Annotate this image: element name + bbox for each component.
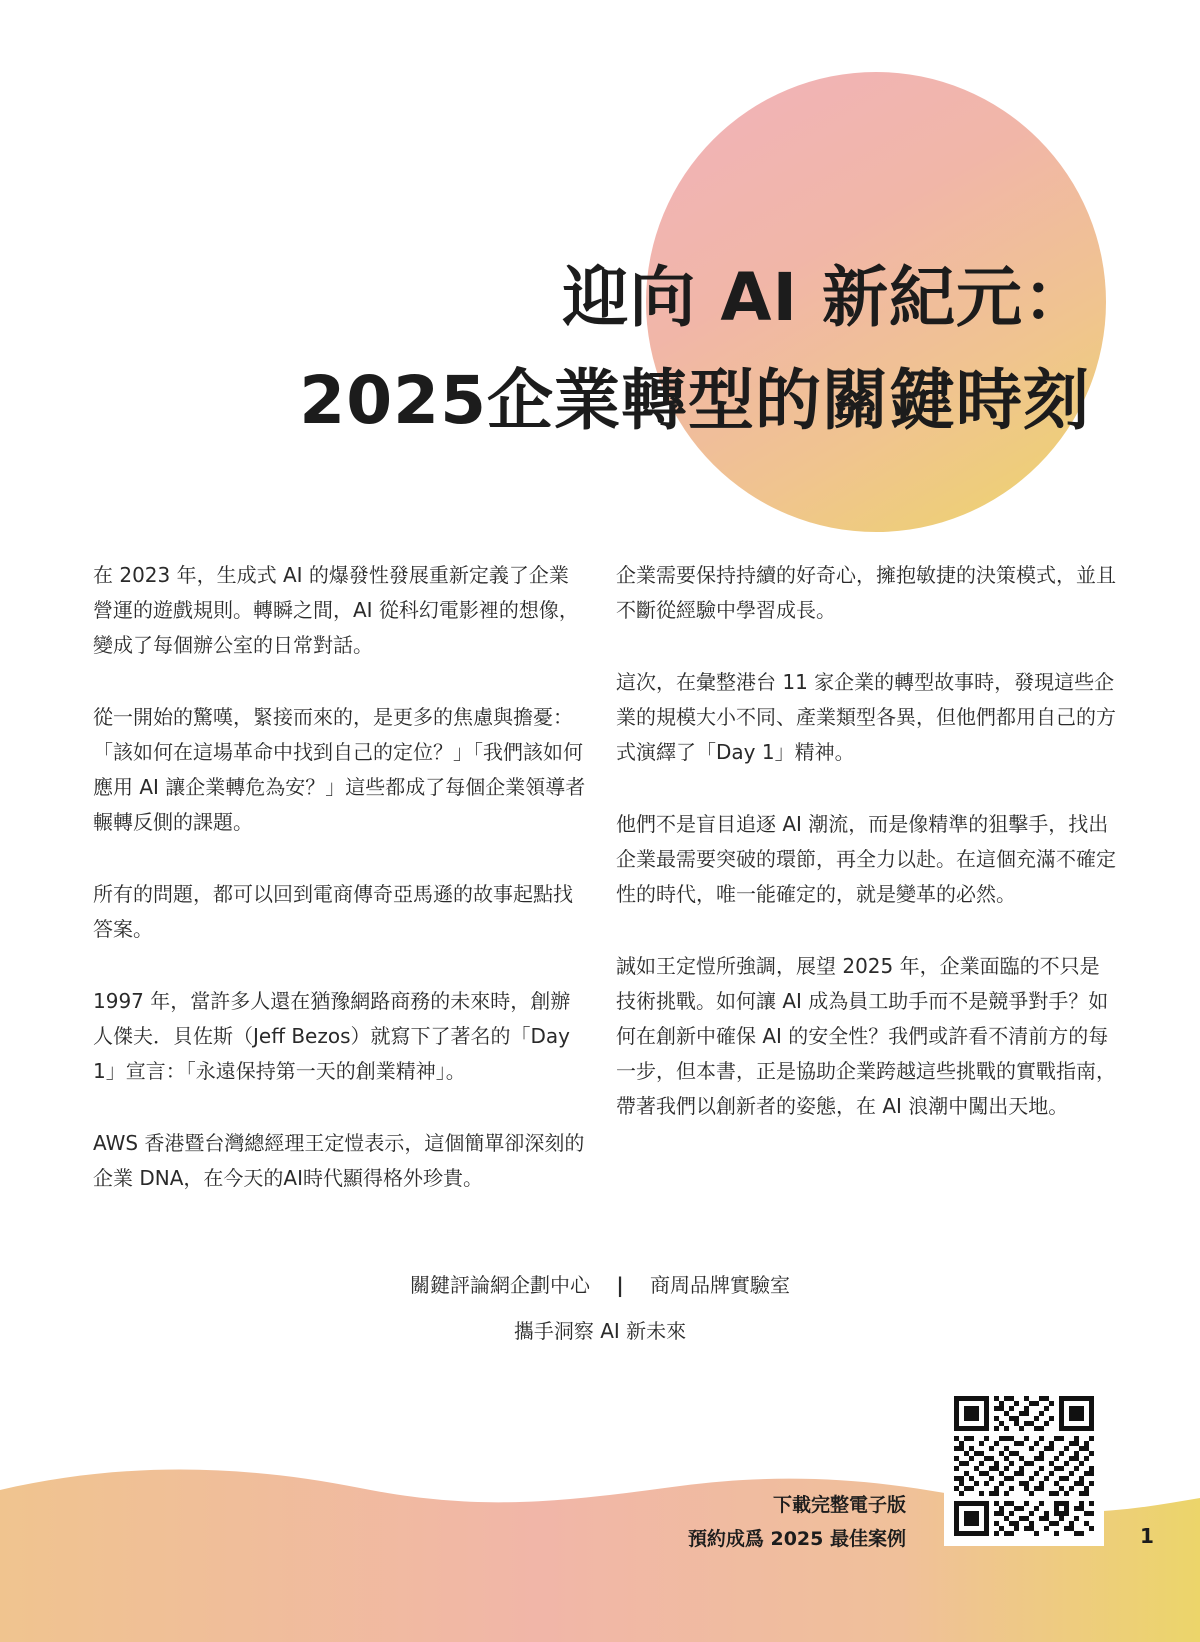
credits-block <box>0 1262 1200 1354</box>
download-callout <box>688 1488 906 1556</box>
download-line-1: 下載完整電子版 <box>772 1494 906 1516</box>
paragraph: 從一開始的驚嘆，緊接而來的，是更多的焦慮與擔憂：「該如何在這場革命中找到自己的定位？」「我們該如何應用 AI 讓企業轉危為安？」這些都成了每個企業領導者輾轉反側的課題。 <box>93 705 586 834</box>
paragraph: 企業需要保持持續的好奇心，擁抱敏捷的決策模式，並且不斷從經驗中學習成長。 <box>616 563 1116 622</box>
paragraph: AWS 香港暨台灣總經理王定愷表示，這個簡單卻深刻的企業 DNA，在今天的AI時代顯得格外珍貴。 <box>93 1131 585 1190</box>
credit-org-2: 商周品牌實驗室 <box>650 1273 791 1297</box>
page-title <box>299 250 1090 456</box>
paragraph: 所有的問題，都可以回到電商傳奇亞馬遜的故事起點找答案。 <box>93 882 573 941</box>
paragraph: 他們不是盲目追逐 AI 潮流，而是像精準的狙擊手，找出企業最需要突破的環節，再全力以赴。在這個充滿不確定性的時代，唯一能確定的，就是變革的必然。 <box>616 812 1116 906</box>
qr-code[interactable] <box>944 1386 1104 1546</box>
right-text-column <box>616 558 1116 1161</box>
download-line-2: 預約成爲 2025 最佳案例 <box>687 1528 906 1550</box>
credits-tagline: 攜手洞察 AI 新未來 <box>513 1319 687 1343</box>
credits-orgs <box>0 1262 1200 1308</box>
paragraph: 1997 年，當許多人還在猶豫網路商務的未來時，創辦人傑夫．貝佐斯（Jeff Bezos）就寫下了著名的「Day 1」宣言：「永遠保持第一天的創業精神」。 <box>93 989 571 1083</box>
paragraph: 誠如王定愷所強調，展望 2025 年，企業面臨的不只是技術挑戰。如何讓 AI 成為員工助手而不是競爭對手？如何在創新中確保 AI 的安全性？我們或許看不清前方的每一步，但本書，正是協助企業跨越這些挑戰的實戰指南，帶著我們以創新者的姿態，在 AI 浪潮中闖出天地。 <box>616 954 1116 1118</box>
left-text-column <box>93 558 588 1233</box>
title-line-1: 迎向 AI 新紀元： <box>562 259 1090 336</box>
credit-org-1: 關鍵評論網企劃中心 <box>409 1273 590 1297</box>
paragraph: 在 2023 年，生成式 AI 的爆發性發展重新定義了企業營運的遊戲規則。轉瞬之間，AI 從科幻電影裡的想像，變成了每個辦公室的日常對話。 <box>93 563 579 657</box>
page-number: 1 <box>1140 1524 1154 1548</box>
title-line-2: 2025企業轉型的關鍵時刻 <box>299 362 1090 439</box>
credit-separator: | <box>616 1273 624 1297</box>
paragraph: 這次，在彙整港台 11 家企業的轉型故事時，發現這些企業的規模大小不同、產業類型各異，但他們都用自己的方式演繹了「Day 1」精神。 <box>616 670 1116 764</box>
